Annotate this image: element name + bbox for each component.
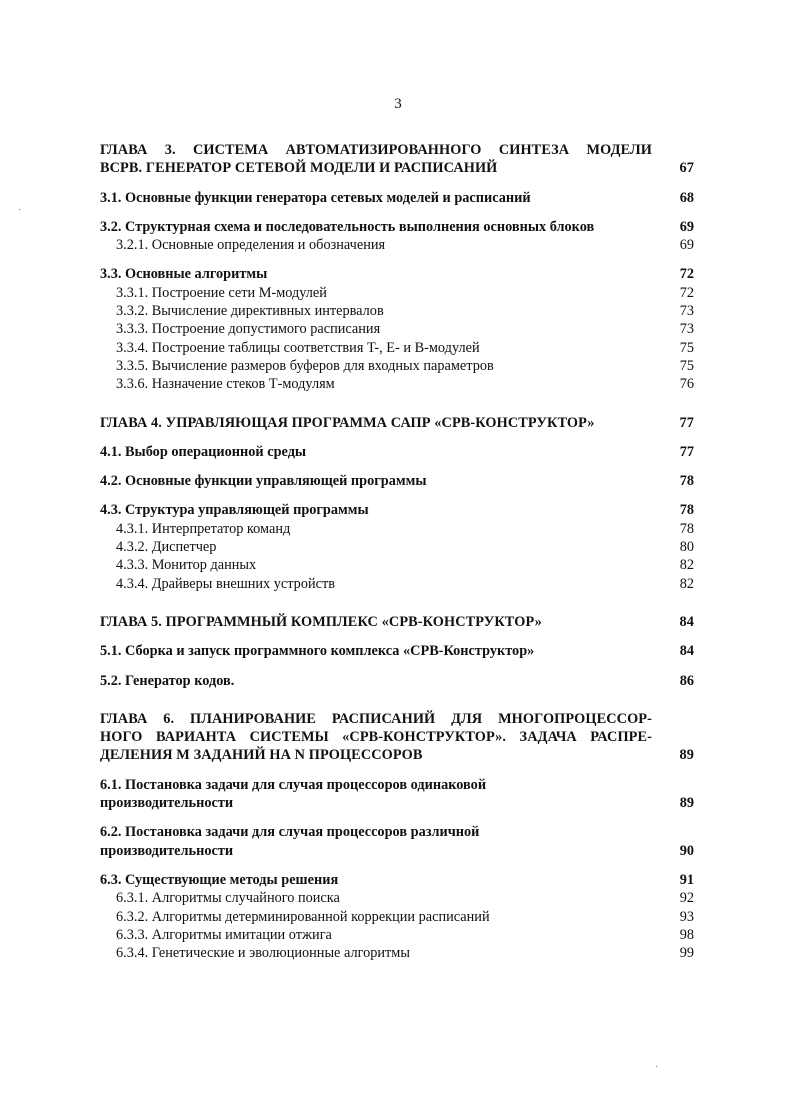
subsection-page: 93 <box>679 908 694 925</box>
subsection-page: 82 <box>679 575 694 592</box>
subsection-entry[interactable] <box>100 302 694 320</box>
subsection-entry[interactable] <box>100 357 694 375</box>
subsection-entry[interactable] <box>100 375 694 393</box>
section-title: 3.2. Структурная схема и последовательность выполнения основных блоков <box>100 218 595 235</box>
chapter-heading-line[interactable] <box>100 613 694 631</box>
section-page: 91 <box>679 871 694 888</box>
section-heading-line[interactable] <box>100 642 694 660</box>
chapter-heading-line[interactable] <box>100 141 694 159</box>
subsection-title: 3.3.5. Вычисление размеров буферов для входных параметров <box>116 357 494 374</box>
subsection-title: 6.3.3. Алгоритмы имитации отжига <box>116 926 332 943</box>
chapter-title: ДЕЛЕНИЯ M ЗАДАНИЙ НА N ПРОЦЕССОРОВ <box>100 747 423 764</box>
chapter-heading-line[interactable] <box>100 746 694 764</box>
subsection-page: 92 <box>679 890 694 907</box>
subsection-page: 76 <box>679 376 694 393</box>
subsection-page: 73 <box>679 303 694 320</box>
section-page: 78 <box>679 502 694 519</box>
subsection-page: 82 <box>679 557 694 574</box>
section-block <box>100 189 694 207</box>
scan-speck: · <box>18 205 22 216</box>
subsection-title: 3.3.1. Построение сети М-модулей <box>116 284 327 301</box>
subsection-entry[interactable] <box>100 520 694 538</box>
section-title: 6.3. Существующие методы решения <box>100 871 339 888</box>
section-title: производительности <box>100 795 234 812</box>
subsection-entry[interactable] <box>100 908 694 926</box>
section-block <box>100 265 694 393</box>
section-heading-line[interactable] <box>100 823 694 841</box>
subsection-page: 98 <box>679 926 694 943</box>
chapter-title: ГЛАВА 4. УПРАВЛЯЮЩАЯ ПРОГРАММА САПР «СРВ-КОНСТРУКТОР» <box>100 414 595 431</box>
section-block <box>100 642 694 660</box>
subsection-entry[interactable] <box>100 320 694 338</box>
subsection-page: 69 <box>679 237 694 254</box>
chapter-title: ГЛАВА 5. ПРОГРАММНЫЙ КОМПЛЕКС «СРВ-КОНСТРУКТОР» <box>100 613 542 630</box>
section-heading-line[interactable] <box>100 443 694 461</box>
subsection-title: 4.3.2. Диспетчер <box>116 539 217 556</box>
section-block <box>100 443 694 461</box>
chapter-page: 67 <box>679 160 694 177</box>
chapter-title: НОГО ВАРИАНТА СИСТЕМЫ «СРВ-КОНСТРУКТОР». ЗАДАЧА РАСПРЕ- <box>100 729 652 746</box>
section-block <box>100 218 694 255</box>
chapter-title: ГЛАВА 3. СИСТЕМА АВТОМАТИЗИРОВАННОГО СИНТЕЗА МОДЕЛИ <box>100 142 652 158</box>
section-page: 72 <box>679 266 694 283</box>
section-heading-line[interactable] <box>100 776 694 794</box>
subsection-title: 6.3.2. Алгоритмы детерминированной коррекции расписаний <box>116 908 490 925</box>
subsection-entry[interactable] <box>100 575 694 593</box>
subsection-page: 73 <box>679 321 694 338</box>
section-heading-line[interactable] <box>100 871 694 889</box>
subsection-entry[interactable] <box>100 284 694 302</box>
section-block <box>100 823 694 860</box>
subsection-entry[interactable] <box>100 556 694 574</box>
chapter-block <box>100 141 694 394</box>
subsection-entry[interactable] <box>100 944 694 962</box>
chapter-page: 89 <box>679 747 694 764</box>
section-title: 5.2. Генератор кодов. <box>100 672 235 689</box>
subsection-title: 6.3.1. Алгоритмы случайного поиска <box>116 890 340 907</box>
section-title: 5.1. Сборка и запуск программного комплекса «СРВ-Конструктор» <box>100 643 535 660</box>
chapter-block <box>100 710 694 963</box>
subsection-page: 75 <box>679 357 694 374</box>
chapter-page: 77 <box>679 414 694 431</box>
subsection-title: 3.3.3. Построение допустимого расписания <box>116 321 381 338</box>
subsection-title: 3.3.2. Вычисление директивных интервалов <box>116 303 384 320</box>
chapter-block <box>100 613 694 690</box>
section-heading-line[interactable] <box>100 672 694 690</box>
chapter-title: ВСРВ. ГЕНЕРАТОР СЕТЕВОЙ МОДЕЛИ И РАСПИСАНИЙ <box>100 160 498 177</box>
section-title: 4.2. Основные функции управляющей программы <box>100 473 427 490</box>
subsection-page: 72 <box>679 284 694 301</box>
section-title: 4.3. Структура управляющей программы <box>100 502 369 519</box>
section-block <box>100 472 694 490</box>
subsection-page: 80 <box>679 539 694 556</box>
subsection-page: 75 <box>679 339 694 356</box>
section-page: 77 <box>679 443 694 460</box>
section-heading-line[interactable] <box>100 472 694 490</box>
subsection-entry[interactable] <box>100 538 694 556</box>
section-heading-line[interactable] <box>100 265 694 283</box>
section-heading-line[interactable] <box>100 218 694 236</box>
chapter-heading-line[interactable] <box>100 159 694 177</box>
section-title: производительности <box>100 842 234 859</box>
table-of-contents <box>100 141 694 962</box>
subsection-page: 99 <box>679 945 694 962</box>
subsection-page: 78 <box>679 520 694 537</box>
section-page: 84 <box>679 643 694 660</box>
section-heading-line[interactable] <box>100 501 694 519</box>
subsection-title: 6.3.4. Генетические и эволюционные алгоритмы <box>116 945 410 962</box>
section-page: 86 <box>679 672 694 689</box>
subsection-title: 3.2.1. Основные определения и обозначения <box>116 237 386 254</box>
subsection-entry[interactable] <box>100 889 694 907</box>
section-title: 6.1. Постановка задачи для случая процессоров одинаковой <box>100 776 487 793</box>
section-page: 69 <box>679 218 694 235</box>
section-block <box>100 672 694 690</box>
subsection-entry[interactable] <box>100 926 694 944</box>
section-title: 3.1. Основные функции генератора сетевых моделей и расписаний <box>100 189 531 206</box>
section-heading-line[interactable] <box>100 189 694 207</box>
subsection-title: 4.3.3. Монитор данных <box>116 557 257 574</box>
chapter-heading-line[interactable] <box>100 414 694 432</box>
subsection-title: 3.3.4. Построение таблицы соответствия T-, E- и B-модулей <box>116 339 480 356</box>
subsection-title: 3.3.6. Назначение стеков Т-модулям <box>116 376 335 393</box>
chapter-block <box>100 414 694 593</box>
section-heading-line[interactable] <box>100 842 694 860</box>
subsection-entry[interactable] <box>100 236 694 254</box>
section-page: 89 <box>679 795 694 812</box>
section-block <box>100 871 694 962</box>
subsection-entry[interactable] <box>100 339 694 357</box>
section-block <box>100 501 694 592</box>
section-page: 78 <box>679 473 694 490</box>
section-title: 4.1. Выбор операционной среды <box>100 443 307 460</box>
subsection-title: 4.3.4. Драйверы внешних устройств <box>116 575 335 592</box>
section-title: 3.3. Основные алгоритмы <box>100 266 268 283</box>
page-number: 3 <box>394 96 402 112</box>
chapter-heading-line[interactable] <box>100 710 694 728</box>
chapter-title: ГЛАВА 6. ПЛАНИРОВАНИЕ РАСПИСАНИЙ ДЛЯ МНОГОПРОЦЕССОР- <box>100 710 652 727</box>
section-block <box>100 776 694 813</box>
chapter-heading-line[interactable] <box>100 728 694 746</box>
section-page: 90 <box>679 842 694 859</box>
section-heading-line[interactable] <box>100 794 694 812</box>
subsection-title: 4.3.1. Интерпретатор команд <box>116 520 291 537</box>
chapter-page: 84 <box>679 613 694 630</box>
scan-speck: · <box>655 1062 659 1073</box>
section-page: 68 <box>679 189 694 206</box>
section-title: 6.2. Постановка задачи для случая процессоров различной <box>100 824 480 841</box>
